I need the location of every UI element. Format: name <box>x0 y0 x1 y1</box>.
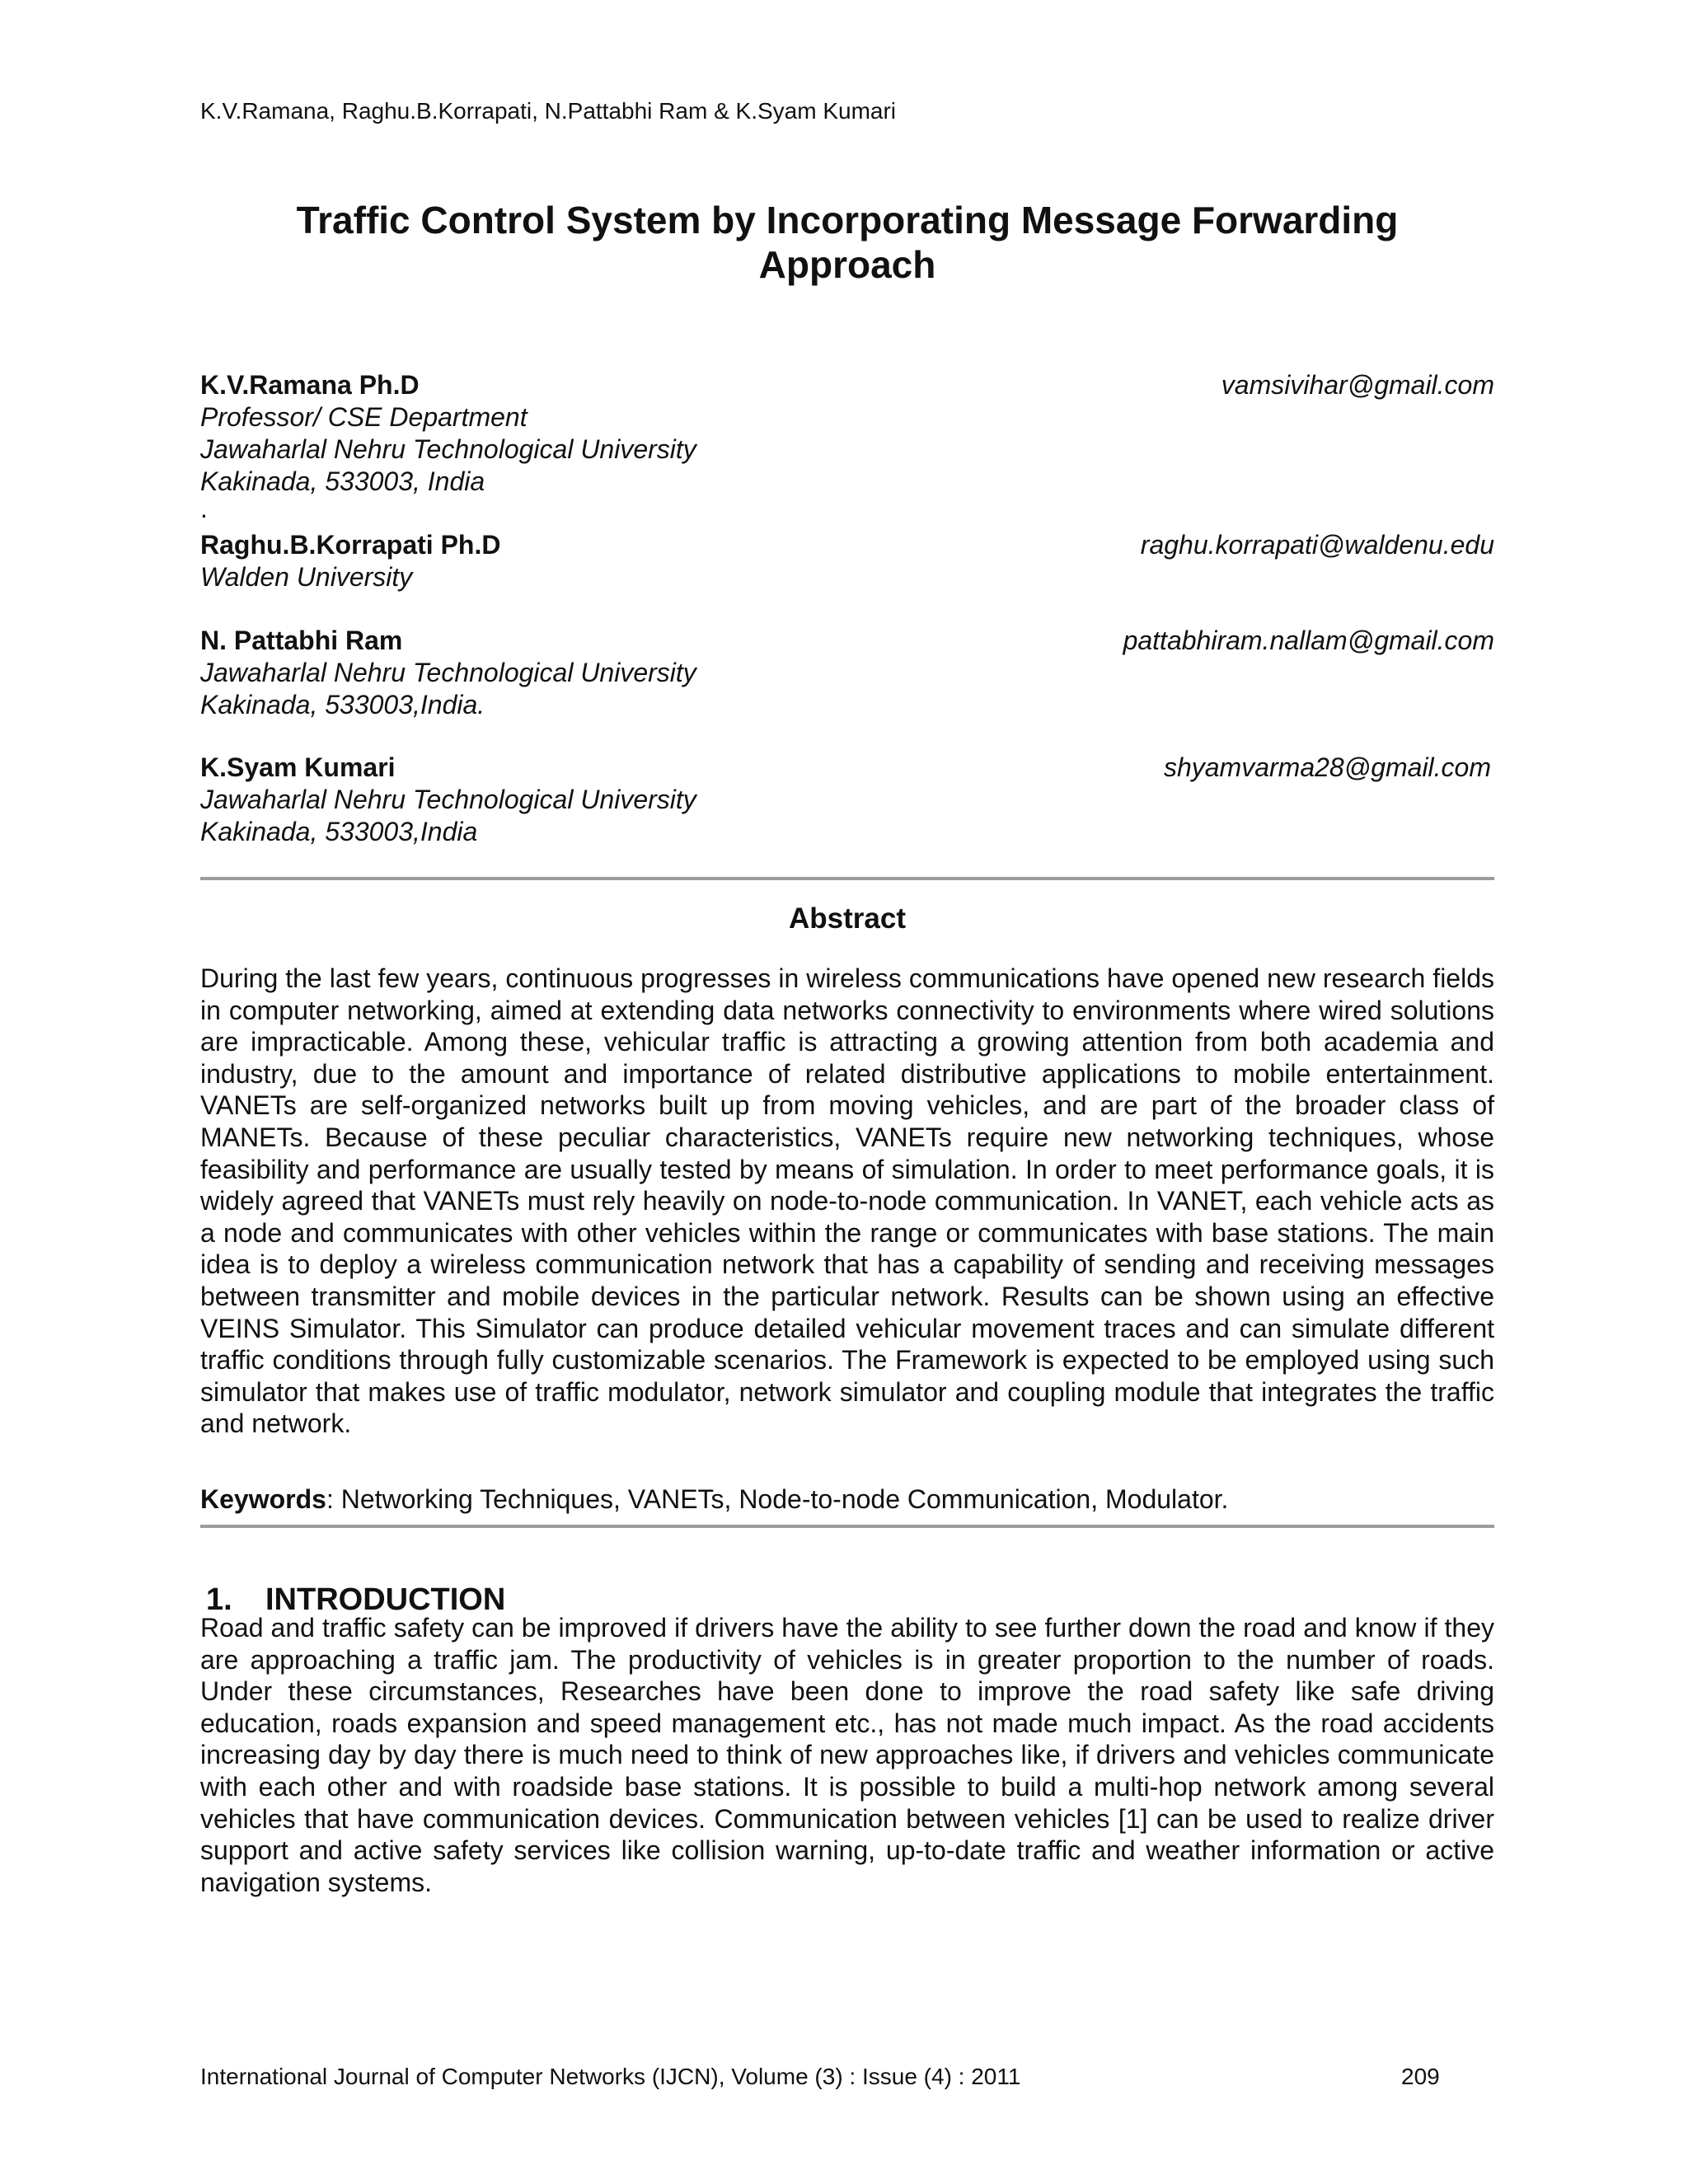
author-affiliation-line: Kakinada, 533003,India. <box>200 690 485 719</box>
author-email[interactable]: vamsivihar@gmail.com <box>1221 370 1494 400</box>
author-affiliation-line: Jawaharlal Nehru Technological University <box>200 658 696 687</box>
author-email[interactable]: raghu.korrapati@waldenu.edu <box>1140 530 1494 560</box>
author-name: K.Syam Kumari <box>200 752 396 782</box>
footer-journal: International Journal of Computer Networks (IJCN), Volume (3) : Issue (4) : 2011 <box>200 2064 1021 2089</box>
author-affiliation-line: Walden University <box>200 562 413 592</box>
author-affiliation-line: Professor/ CSE Department <box>200 402 528 432</box>
abstract-heading: Abstract <box>789 902 906 935</box>
page-number: 209 <box>1401 2064 1440 2089</box>
author-name: N. Pattabhi Ram <box>200 626 403 655</box>
keywords-text: : Networking Techniques, VANETs, Node-to-node Communication, Modulator. <box>326 1484 1229 1514</box>
author-affiliation-line: Jawaharlal Nehru Technological University <box>200 785 696 814</box>
author-block-4 <box>200 752 1494 848</box>
paper-title-line-1: Traffic Control System by Incorporating Message Forwarding <box>296 199 1399 241</box>
author-name: Raghu.B.Korrapati Ph.D <box>200 530 501 560</box>
section-number: 1. <box>206 1582 232 1617</box>
running-head: K.V.Ramana, Raghu.B.Korrapati, N.Pattabhi Ram & K.Syam Kumari <box>200 98 897 124</box>
keywords <box>200 1483 1494 1515</box>
section-title: INTRODUCTION <box>265 1582 506 1617</box>
author-email[interactable]: shyamvarma28@gmail.com <box>1163 752 1491 782</box>
stray-dot: . <box>200 494 208 523</box>
section-divider <box>200 877 1494 880</box>
author-block-1 <box>200 369 1494 523</box>
paper-title <box>200 198 1494 287</box>
author-affiliation-line: Jawaharlal Nehru Technological University <box>200 434 696 464</box>
paper-title-line-2: Approach <box>758 243 936 286</box>
author-affiliation-line: Kakinada, 533003, India <box>200 466 485 496</box>
introduction-text: Road and traffic safety can be improved if drivers have the ability to see further down the road and know if they are approaching a traffic jam. The productivity of vehicles is in greater proportion to the number of roads. Under these circumstances, Researches have been done to improve the road safety like safe driving education, roads expansion and speed management etc., has not made much impact. As the road accidents increasing day by day there is much need to think of new approaches like, if drivers and vehicles communicate with each other and with roadside base stations. It is possible to build a multi-hop network among several vehicles that have communication devices. Communication between vehicles [1] can be used to realize driver support and active safety services like collision warning, up-to-date traffic and weather information or active navigation systems. <box>200 1613 1494 1897</box>
author-block-2 <box>200 529 1494 593</box>
author-name: K.V.Ramana Ph.D <box>200 370 420 400</box>
author-affiliation-line: Kakinada, 533003,India <box>200 817 478 846</box>
author-email[interactable]: pattabhiram.nallam@gmail.com <box>1123 626 1494 655</box>
author-block-3 <box>200 625 1494 721</box>
section-divider <box>200 1525 1494 1528</box>
abstract-text: During the last few years, continuous progresses in wireless communications have opened new research fields in computer networking, aimed at extending data networks connectivity to environments where wired solutions are impracticable. Among these, vehicular traffic is attracting a growing attention from both academia and industry, due to the amount and importance of related distributive applications to mobile entertainment. VANETs are self-organized networks built up from moving vehicles, and are part of the broader class of MANETs. Because of these peculiar characteristics, VANETs require new networking techniques, whose feasibility and performance are usually tested by means of simulation. In order to meet performance goals, it is widely agreed that VANETs must rely heavily on node-to-node communication. In VANET, each vehicle acts as a node and communicates with other vehicles within the range or communicates with base stations. The main idea is to deploy a wireless communication network that has a capability of sending and receiving messages between transmitter and mobile devices in the particular network. Results can be shown using an effective VEINS Simulator. This Simulator can produce detailed vehicular movement traces and can simulate different traffic conditions through fully customizable scenarios. The Framework is expected to be employed using such simulator that makes use of traffic modulator, network simulator and coupling module that integrates the traffic and network. <box>200 963 1494 1439</box>
keywords-label: Keywords <box>200 1484 326 1514</box>
